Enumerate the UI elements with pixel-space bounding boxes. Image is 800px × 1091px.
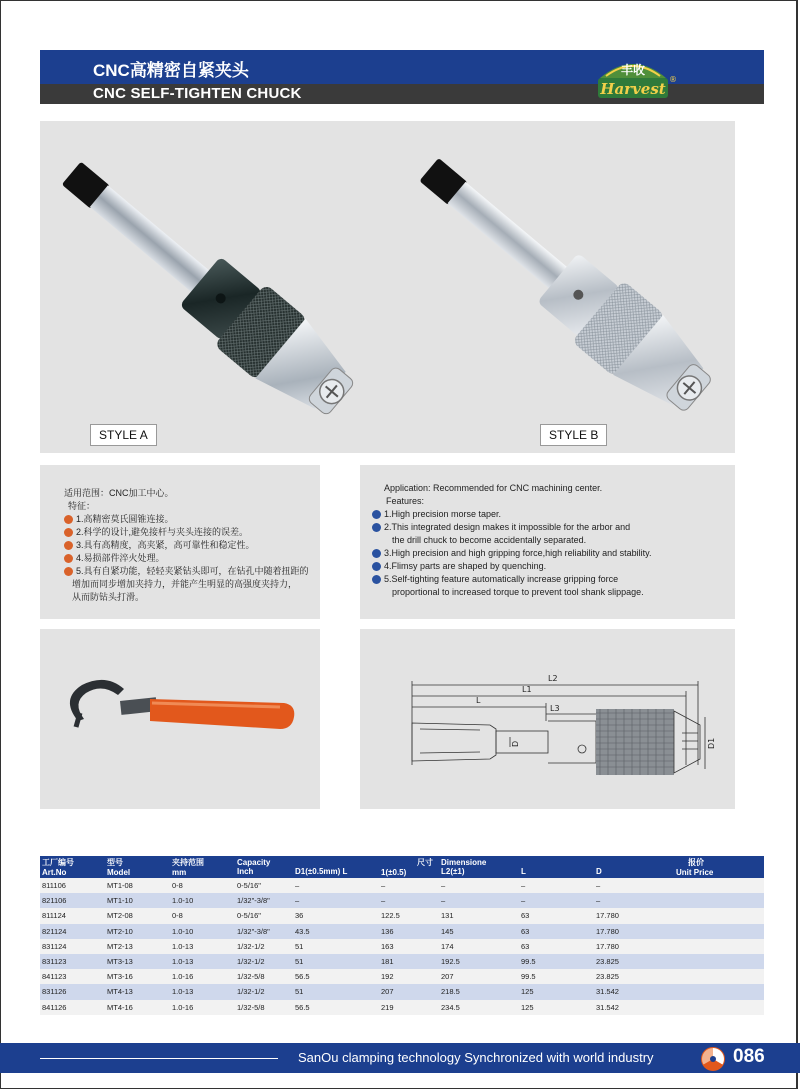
en-application: Application: Recommended for CNC machining center. <box>384 483 603 493</box>
cn-feature-1: 1.高精密莫氏圆锥连接。 <box>64 513 314 526</box>
dim-l3-label: L3 <box>550 704 560 713</box>
table-row: 831124 MT2-13 1.0-13 1/32-1/2 51 163 174 63 17.780 <box>40 939 764 954</box>
en-features-title: Features: <box>386 496 425 506</box>
col-capacity: Capacity Inch <box>235 856 293 878</box>
col-l1: 尺寸 1(±0.5) <box>379 856 439 878</box>
chuck-style-a-image <box>40 121 370 453</box>
col-model: 型号 Model <box>105 856 170 878</box>
logo-en-text: Harvest <box>600 80 666 98</box>
dim-l2-label: L2 <box>548 674 558 683</box>
en-feature-3: 3.High precision and high gripping force,high reliability and stability. <box>372 547 732 560</box>
logo-cn-text: 丰收 <box>620 63 646 77</box>
en-feature-1: 1.High precision morse taper. <box>372 508 732 521</box>
en-feature-4: 4.Flimsy parts are shaped by quenching. <box>372 560 732 573</box>
table-row: 811124 MT2-08 0-8 0-5/16" 36 122.5 131 63 17.780 <box>40 908 764 923</box>
cn-feature-4: 4.易损部件淬火处理。 <box>64 552 314 565</box>
cn-feature-5-cont-2: 从而防钻头打滑。 <box>72 592 145 602</box>
dim-d1-label: D1 <box>707 737 716 749</box>
bullet-icon <box>372 549 381 558</box>
bullet-icon <box>64 554 73 563</box>
harvest-logo <box>592 52 677 102</box>
page-number: 086 <box>733 1046 765 1067</box>
spec-table <box>40 856 764 1015</box>
table-row: 831126 MT4-13 1.0-13 1/32-1/2 51 207 218.5 125 31.542 <box>40 984 764 999</box>
table-row: 811106 MT1-08 0-8 0-5/16" – – – – – <box>40 878 764 893</box>
col-d1: D1(±0.5mm) L <box>293 856 379 878</box>
table-header-row <box>40 856 764 878</box>
bullet-icon <box>372 575 381 584</box>
sanou-logo-icon <box>700 1046 726 1072</box>
cn-features-title: 特征： <box>68 501 96 511</box>
col-l2: Dimensione L2(±1) <box>439 856 519 878</box>
chuck-style-b-image <box>400 121 730 453</box>
col-l: L <box>519 856 594 878</box>
col-range: 夹持范围 mm <box>170 856 235 878</box>
bullet-icon <box>64 567 73 576</box>
bullet-icon <box>372 523 381 532</box>
cn-scope: 适用范围：CNC加工中心。 <box>64 488 174 498</box>
footer-slogan: SanOu clamping technology Synchronized with world industry <box>298 1050 654 1065</box>
page-title-en: CNC SELF-TIGHTEN CHUCK <box>93 85 302 102</box>
dimension-diagram <box>360 629 735 809</box>
table-row: 841126 MT4-16 1.0-16 1/32-5/8 56.5 219 234.5 125 31.542 <box>40 1000 764 1015</box>
dim-l-label: L <box>476 696 481 705</box>
bullet-icon <box>64 515 73 524</box>
logo-registered-mark: ® <box>669 75 677 84</box>
table-row: 821124 MT2-10 1.0-10 1/32"-3/8" 43.5 136 145 63 17.780 <box>40 924 764 939</box>
en-feature-2-cont: the drill chuck to become accidentally separated. <box>392 535 587 545</box>
en-description <box>372 482 732 599</box>
col-price: 报价 Unit Price <box>674 856 764 878</box>
page-title-cn: CNC高精密自紧夹头 <box>93 61 249 80</box>
cn-feature-3: 3.具有高精度，高夹紧，高可靠性和稳定性。 <box>64 539 314 552</box>
table-row: 841123 MT3-16 1.0-16 1/32-5/8 56.5 192 207 99.5 23.825 <box>40 969 764 984</box>
bullet-icon <box>372 562 381 571</box>
en-feature-5: 5.Self-tighting feature automatically increase gripping force <box>372 573 732 586</box>
footer-divider <box>40 1058 278 1059</box>
col-artno: 工厂编号 Art.No <box>40 856 105 878</box>
en-feature-5-cont: proportional to increased torque to prevent tool shank slippage. <box>392 587 644 597</box>
bullet-icon <box>372 510 381 519</box>
style-a-label: STYLE A <box>90 424 157 446</box>
cn-feature-5: 5.具有自紧功能，轻轻夹紧钻头即可，在钻孔中随着扭距的 <box>64 565 314 578</box>
bullet-icon <box>64 541 73 550</box>
en-feature-2: 2.This integrated design makes it impossible for the arbor and <box>372 521 732 534</box>
cn-feature-2: 2.科学的设计,避免接杆与夹头连接的误差。 <box>64 526 314 539</box>
dim-d-label: D <box>511 740 520 747</box>
table-row: 831123 MT3-13 1.0-13 1/32-1/2 51 181 192.5 99.5 23.825 <box>40 954 764 969</box>
hook-wrench-image <box>40 629 320 809</box>
col-d: D <box>594 856 674 878</box>
table-row: 821106 MT1-10 1.0-10 1/32"-3/8" – – – – – <box>40 893 764 908</box>
cn-description <box>64 487 314 604</box>
cn-feature-5-cont-1: 增加而同步增加夹持力，并能产生明显的高强度夹持力， <box>72 579 298 589</box>
style-b-label: STYLE B <box>540 424 607 446</box>
bullet-icon <box>64 528 73 537</box>
dim-l1-label: L1 <box>522 685 532 694</box>
